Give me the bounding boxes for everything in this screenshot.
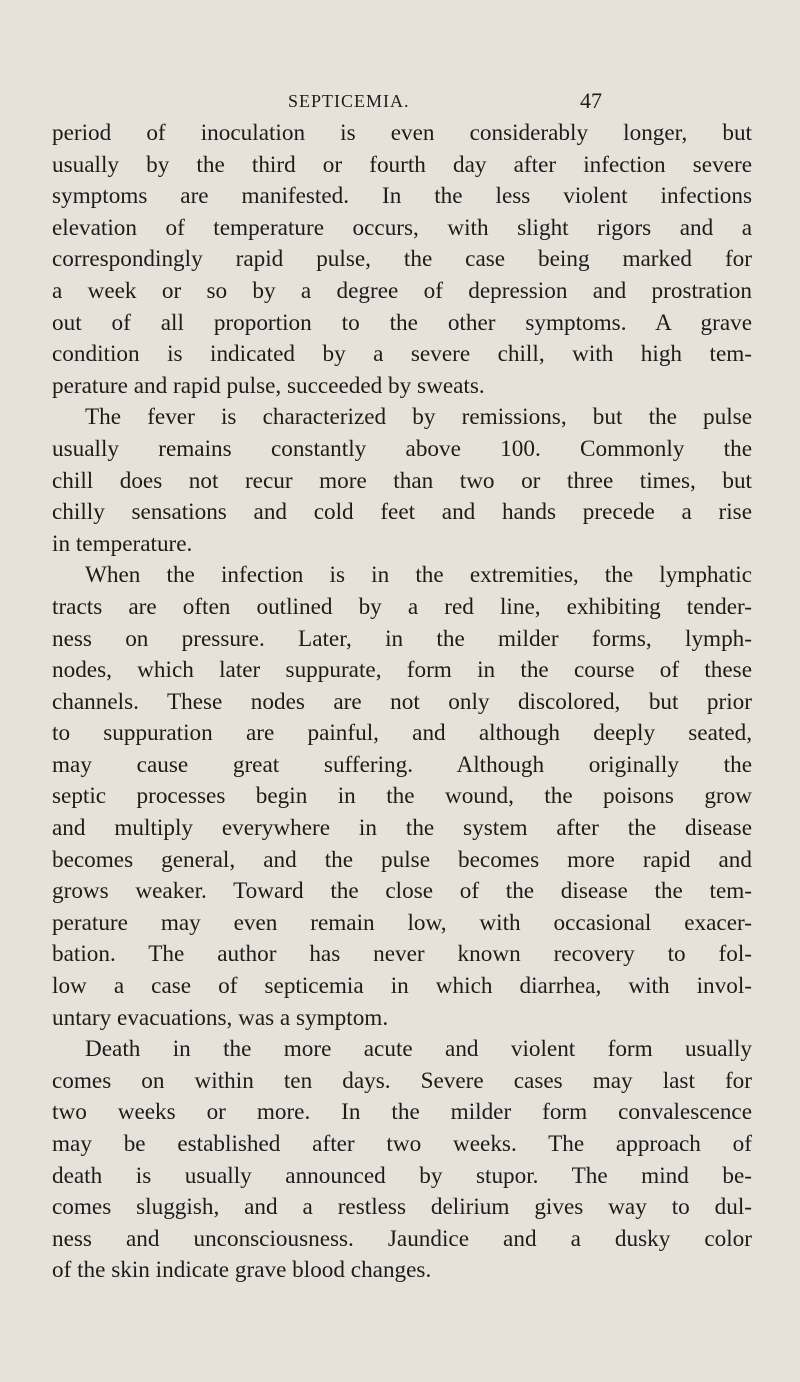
running-title: SEPTICEMIA. (288, 91, 410, 111)
text-line: Death in the more acute and violent form usually (85, 1036, 752, 1063)
text-line: tracts are often outlined by a red line, exhibiting tender- (52, 593, 752, 620)
text-line: symptoms are manifested. In the less violent infections (52, 183, 752, 210)
text-line: chill does not recur more than two or three times, but (52, 467, 752, 494)
text-line: The fever is characterized by remissions, but the pulse (85, 404, 752, 431)
text-line: in temperature. (52, 530, 193, 557)
text-line: condition is indicated by a severe chill, with high tem- (52, 341, 752, 368)
text-line: to suppuration are painful, and although deeply seated, (52, 720, 752, 747)
text-line: channels. These nodes are not only discolored, but prior (52, 688, 752, 715)
page-number: 47 (580, 88, 602, 113)
text-line: out of all proportion to the other symptoms. A grave (52, 309, 752, 336)
text-line: grows weaker. Toward the close of the disease the tem- (52, 878, 752, 905)
text-line: perature may even remain low, with occasional exacer- (52, 909, 752, 936)
text-line: usually remains constantly above 100. Commonly the (52, 435, 752, 462)
text-line: correspondingly rapid pulse, the case being marked for (52, 246, 752, 273)
text-line: bation. The author has never known recovery to fol- (52, 941, 752, 968)
text-line: period of inoculation is even considerably longer, but (52, 120, 752, 146)
text-line: may cause great suffering. Although originally the (52, 751, 752, 778)
text-line: a week or so by a degree of depression and prostration (52, 277, 752, 304)
text-line: nodes, which later suppurate, form in the course of these (52, 657, 752, 684)
text-line: elevation of temperature occurs, with slight rigors and a (52, 214, 752, 241)
text-line: untary evacuations, was a symptom. (52, 1004, 389, 1031)
text-line: becomes general, and the pulse becomes more rapid and (52, 846, 752, 873)
text-line: chilly sensations and cold feet and hands precede a rise (52, 499, 752, 526)
text-line: may be established after two weeks. The approach of (52, 1131, 752, 1157)
text-line: low a case of septicemia in which diarrhea, with invol- (52, 973, 752, 1000)
text-line: of the skin indicate grave blood changes. (52, 1257, 432, 1284)
text-line: comes sluggish, and a restless delirium gives way to dul- (52, 1194, 752, 1221)
running-head (0, 86, 800, 116)
text-line: two weeks or more. In the milder form convalescence (52, 1099, 752, 1126)
text-line: When the infection is in the extremities, the lymphatic (85, 562, 752, 589)
text-line: usually by the third or fourth day after infection severe (52, 151, 752, 178)
body-text (52, 118, 752, 1287)
text-line: death is usually announced by stupor. The mind be- (52, 1162, 752, 1189)
text-line: perature and rapid pulse, succeeded by sweats. (52, 372, 485, 399)
text-line: comes on within ten days. Severe cases may last for (52, 1067, 752, 1094)
text-line: septic processes begin in the wound, the poisons grow (52, 783, 752, 810)
text-line: ness and unconsciousness. Jaundice and a dusky color (52, 1225, 752, 1252)
text-line: and multiply everywhere in the system after the disease (52, 815, 752, 842)
text-line: ness on pressure. Later, in the milder forms, lymph- (52, 625, 752, 652)
